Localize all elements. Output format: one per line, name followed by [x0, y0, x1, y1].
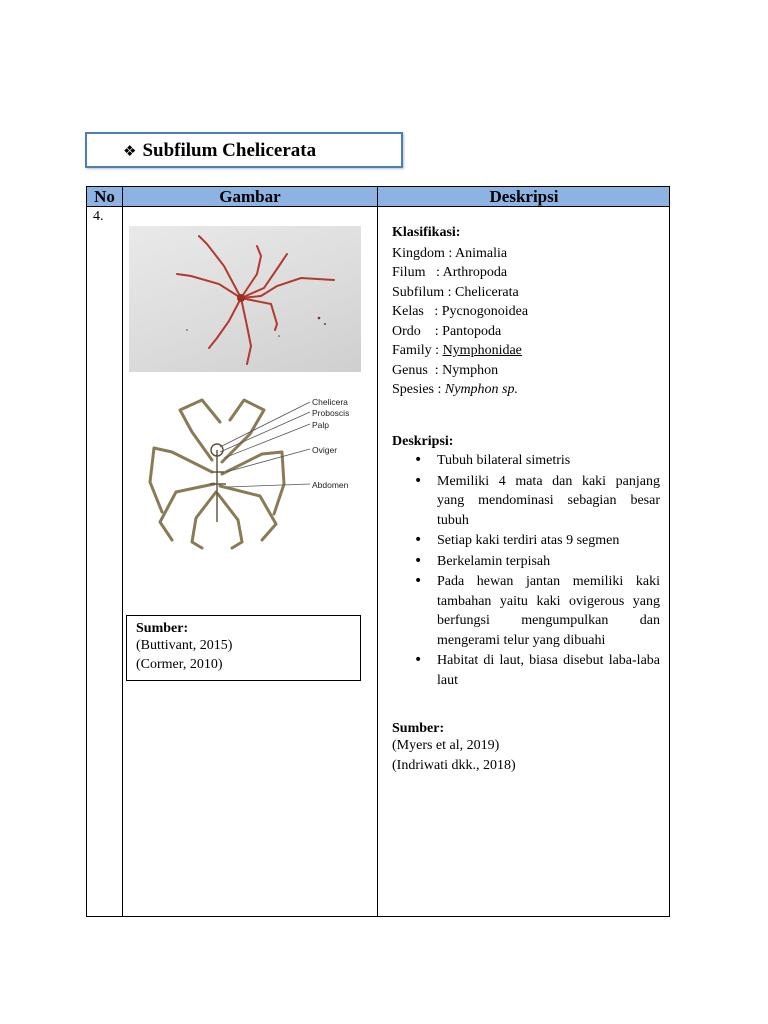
family-value: Nymphonidae [442, 343, 522, 358]
header-gambar: Gambar [219, 187, 281, 206]
genus-row [392, 361, 660, 381]
label-abdomen: Abdomen [312, 480, 349, 490]
section-title-text: Subfilum Chelicerata [142, 140, 317, 161]
column-divider [122, 187, 123, 916]
species-table [86, 186, 670, 917]
ordo-value: Pantopoda [442, 323, 502, 339]
subfilum-row [392, 283, 660, 303]
label-proboscis: Proboscis [312, 408, 350, 418]
family-row [392, 341, 660, 361]
deskripsi-title: Deskripsi: [392, 433, 454, 449]
kingdom-label: Kingdom : [392, 245, 456, 261]
list-item: • Pada hewan jantan memiliki kaki tambahan yaitu kaki ovigerous yang berfungsi mengumpulkan dan mengerami telur yang dibuahi [437, 572, 660, 650]
kelas-value: Pycnogonoidea [441, 304, 529, 319]
diamond-bullet-icon: ❖ [123, 142, 137, 160]
ordo-row [392, 322, 660, 342]
genus-value: Nymphon [442, 362, 499, 378]
list-item: • Memiliki 4 mata dan kaki panjang yang mendominasi sebagian besar tubuh [437, 472, 660, 531]
description-cell [392, 223, 660, 775]
kingdom-value: Animalia [455, 245, 508, 261]
spesies-value: Nymphon sp. [444, 382, 519, 397]
label-chelicera: Chelicera [312, 397, 348, 407]
list-item: • Habitat di laut, biasa disebut laba-laba laut [437, 651, 660, 690]
description-source-ref: (Myers et al, 2019) [392, 738, 500, 753]
list-item: • Berkelamin terpisah [437, 552, 660, 572]
klasifikasi-title: Klasifikasi: [392, 225, 461, 240]
section-title [123, 140, 316, 162]
row-number: 4. [93, 209, 104, 224]
description-source-title: Sumber: [392, 721, 445, 736]
sea-spider-anatomy-diagram [132, 392, 362, 554]
column-divider [377, 187, 378, 916]
image-source-ref: (Cormer, 2010) [136, 657, 223, 672]
section-title-box [85, 132, 403, 168]
filum-label: Filum : [392, 265, 443, 280]
genus-label: Genus : [392, 362, 443, 378]
filum-row [392, 263, 660, 283]
label-oviger: Oviger [312, 445, 338, 455]
image-source-ref: (Buttivant, 2015) [136, 638, 233, 653]
label-palp: Palp [312, 420, 330, 430]
family-label: Family : [392, 343, 443, 358]
header-deskripsi: Deskripsi [489, 187, 559, 206]
header-no: No [94, 187, 115, 206]
deskripsi-list [392, 451, 660, 690]
sea-spider-body [237, 294, 245, 302]
subfilum-value: Chelicerata [455, 284, 519, 300]
filum-value: Arthropoda [442, 265, 508, 280]
description-source-ref: (Indriwati dkk., 2018) [392, 757, 516, 773]
spesies-row [392, 380, 660, 400]
spesies-label: Spesies : [392, 382, 445, 397]
sea-spider-photo [129, 226, 361, 372]
ordo-label: Ordo : [392, 323, 443, 339]
list-item: • Tubuh bilateral simetris [437, 451, 660, 471]
list-item: • Setiap kaki terdiri atas 9 segmen [437, 531, 660, 551]
sea-spider-photo-drawing [129, 226, 361, 372]
kelas-row [392, 302, 660, 322]
kingdom-row [392, 244, 660, 264]
subfilum-label: Subfilum : [392, 284, 456, 300]
image-source-box [126, 615, 361, 681]
image-source-title: Sumber: [136, 621, 189, 636]
kelas-label: Kelas : [392, 304, 442, 319]
